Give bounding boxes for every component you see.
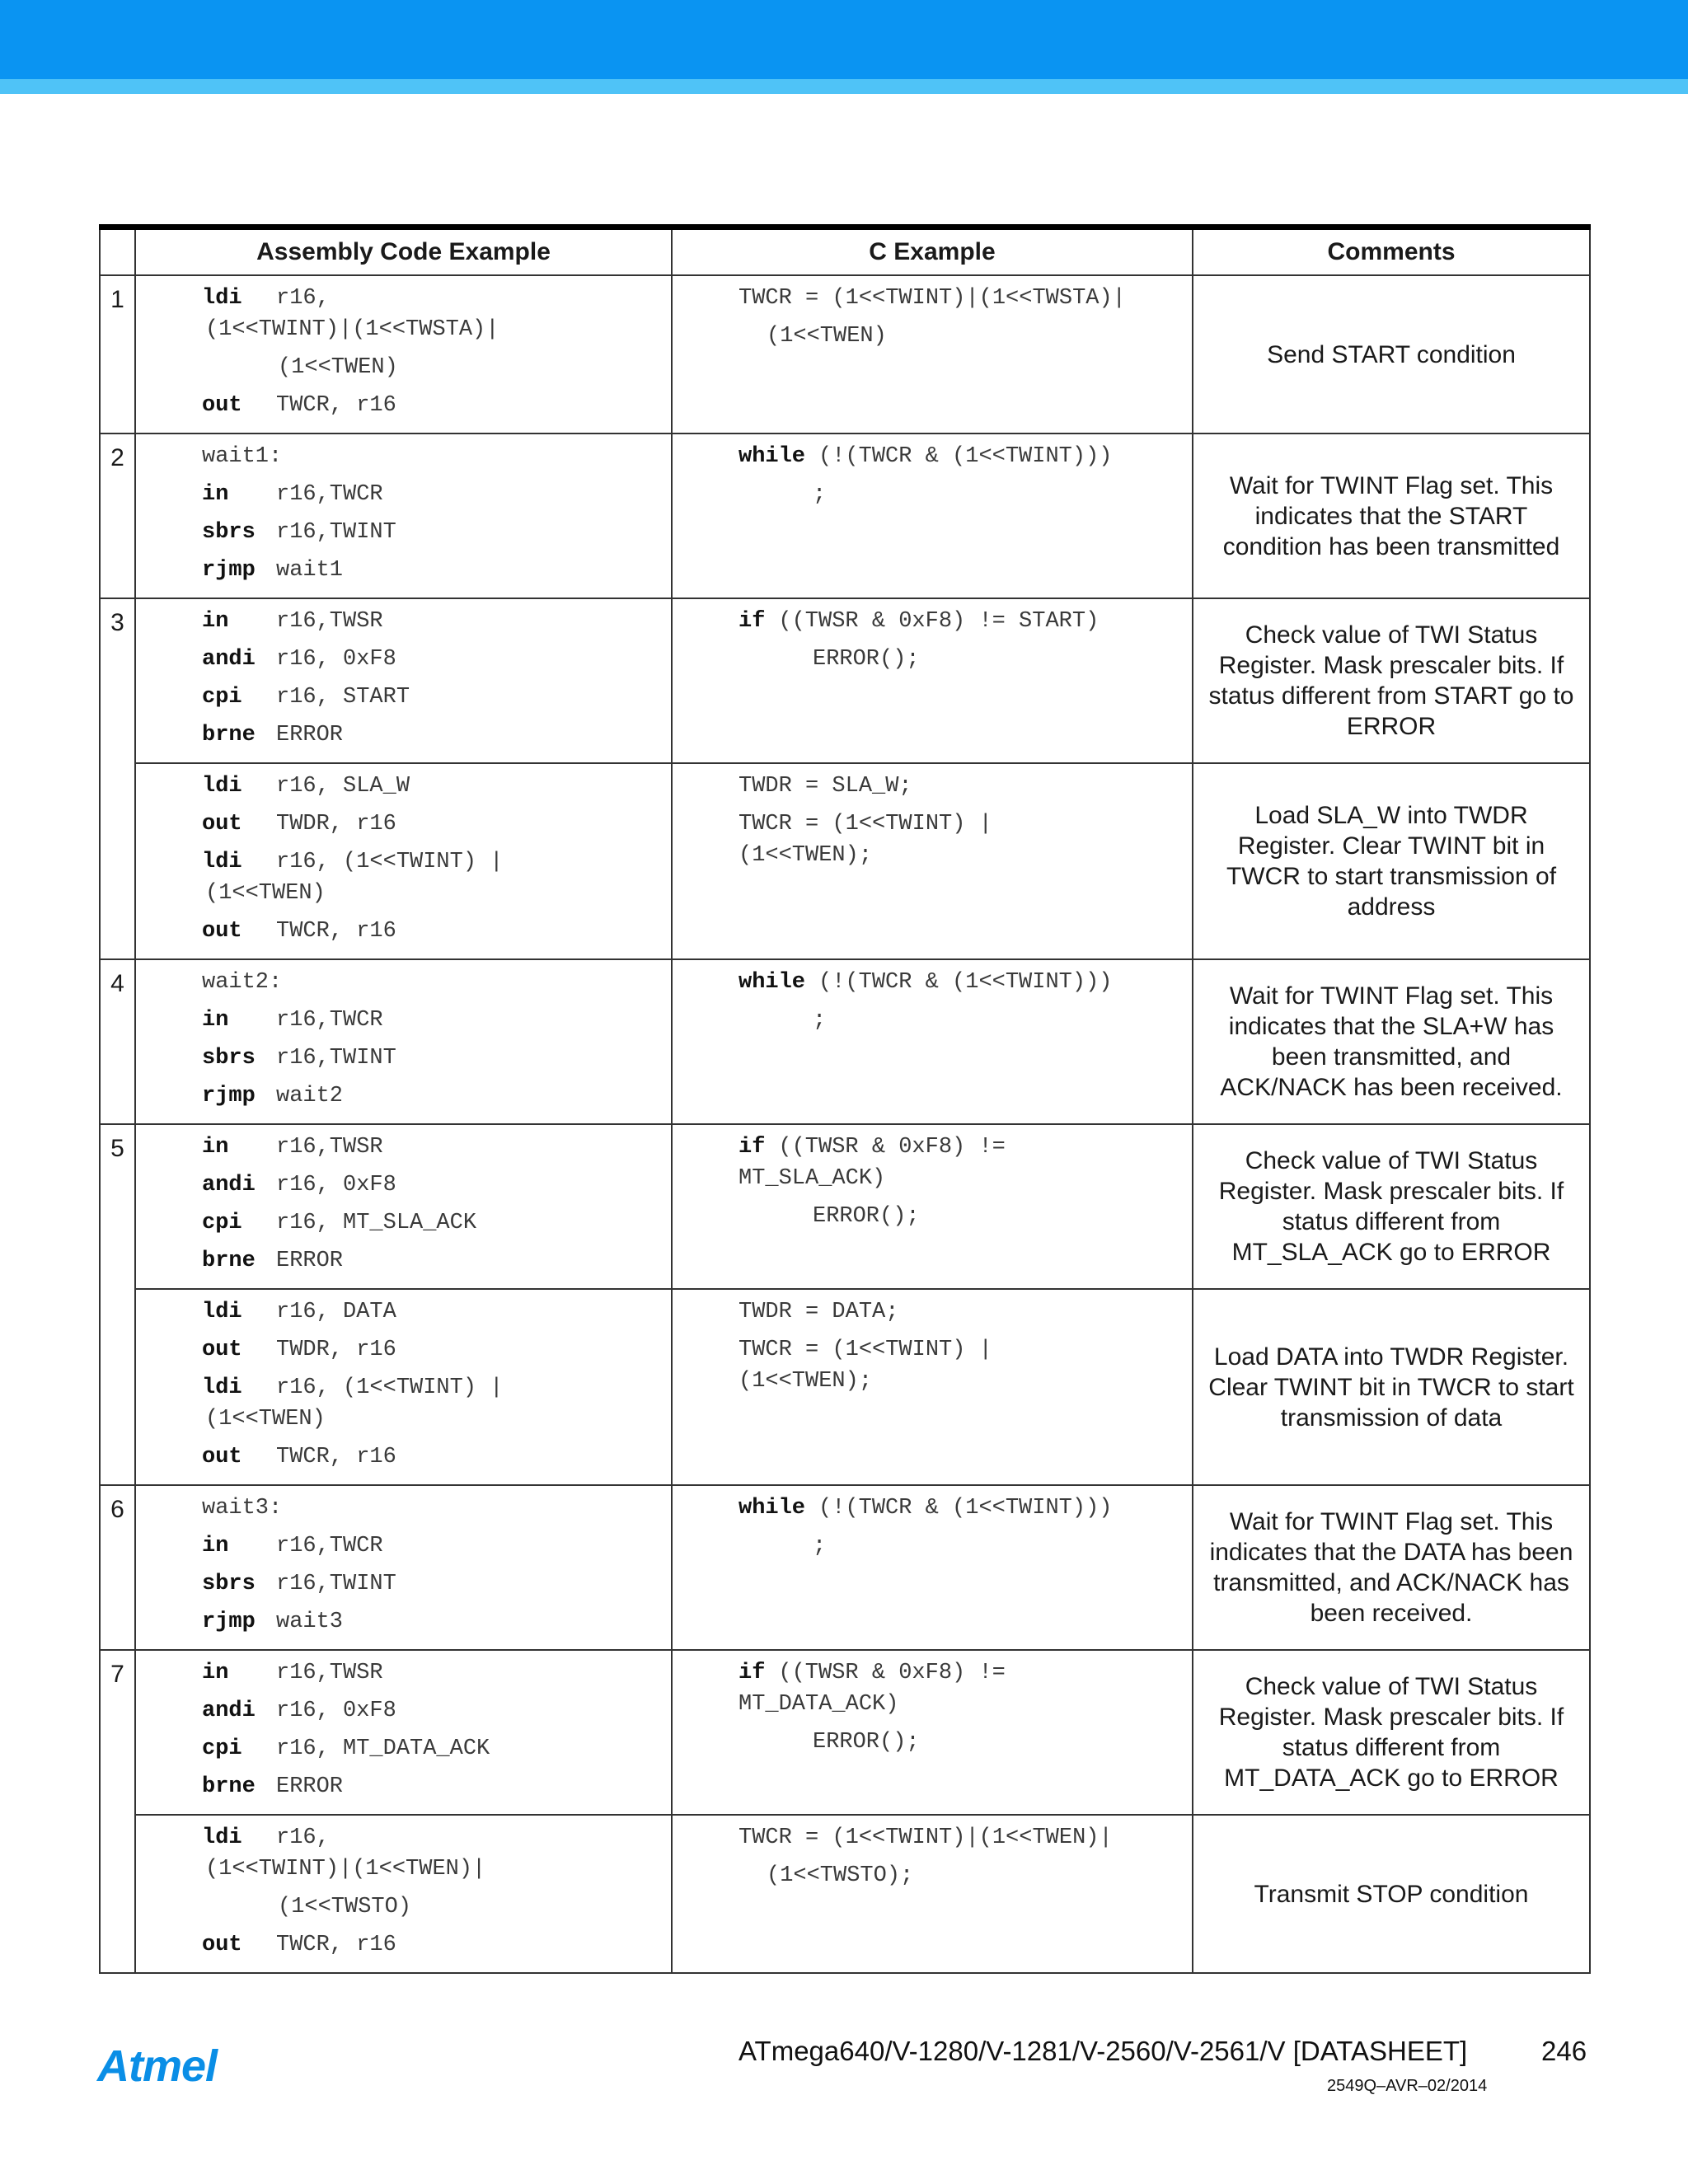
table-row <box>100 275 1590 434</box>
row-number: 5 <box>100 1124 135 1485</box>
comment-cell: Load SLA_W into TWDR Register. Clear TWINT bit in TWCR to start transmission of address <box>1193 763 1590 959</box>
table-row <box>100 1815 1590 1973</box>
comment-cell: Load DATA into TWDR Register. Clear TWINT bit in TWCR to start transmission of data <box>1193 1289 1590 1485</box>
code-keyword: rjmp <box>202 1610 256 1634</box>
code-operand: (!(TWCR & (1<<TWINT))) <box>818 1496 1113 1521</box>
code-line <box>202 1494 663 1523</box>
code-line <box>202 1608 663 1637</box>
code-line <box>202 1082 663 1111</box>
code-operand: r16, 0xF8 <box>276 1699 396 1723</box>
c-code-cell <box>672 275 1193 434</box>
code-operand: r16, (1<<TWINT) | <box>276 850 504 874</box>
code-operand: ; <box>813 1008 827 1033</box>
code-line <box>202 607 663 636</box>
code-line <box>738 1532 1184 1561</box>
code-keyword: sbrs <box>202 520 256 545</box>
code-operand: r16, 0xF8 <box>276 1173 396 1197</box>
code-keyword: while <box>738 1496 806 1521</box>
code-operand: wait1 <box>276 558 344 583</box>
c-code-cell <box>672 1650 1193 1815</box>
header-comments: Comments <box>1193 227 1590 276</box>
code-line <box>202 1532 663 1561</box>
code-keyword: in <box>202 1135 229 1160</box>
code-line <box>738 968 1184 997</box>
code-keyword: while <box>738 444 806 469</box>
code-line <box>136 1405 663 1434</box>
code-line <box>738 443 1184 471</box>
code-operand: r16,TWCR <box>276 1534 383 1558</box>
code-operand: (1<<TWINT)|(1<<TWEN)| <box>205 1857 486 1882</box>
code-keyword: in <box>202 482 229 507</box>
code-operand: ERROR(); <box>813 1204 920 1229</box>
code-keyword: ldi <box>202 1300 242 1324</box>
code-operand: (1<<TWEN) <box>278 355 398 380</box>
code-operand: r16, DATA <box>276 1300 396 1324</box>
code-operand: ((TWSR & 0xF8) != <box>778 1135 1006 1160</box>
code-line <box>202 1133 663 1162</box>
code-operand: (!(TWCR & (1<<TWINT))) <box>818 970 1113 995</box>
code-line <box>738 322 1184 351</box>
table-row <box>100 434 1590 598</box>
code-line <box>202 1735 663 1764</box>
code-operand: MT_DATA_ACK) <box>738 1692 899 1717</box>
code-line <box>202 968 663 997</box>
comment-cell: Check value of TWI Status Register. Mask prescaler bits. If status different from MT_SLA_ACK go to ERROR <box>1193 1124 1590 1289</box>
code-operand: ; <box>813 1534 827 1558</box>
table-row <box>100 763 1590 959</box>
assembly-code-cell <box>135 1650 672 1815</box>
code-line <box>202 1931 663 1960</box>
code-keyword: in <box>202 1661 229 1685</box>
code-operand: wait2 <box>276 1084 344 1108</box>
code-keyword: cpi <box>202 1211 242 1235</box>
header-num <box>100 227 135 276</box>
code-keyword: ldi <box>202 1376 242 1400</box>
code-keyword: in <box>202 1534 229 1558</box>
code-keyword: andi <box>202 1699 256 1723</box>
code-keyword: if <box>738 1135 766 1160</box>
code-line <box>738 1728 1184 1757</box>
code-keyword: out <box>202 1445 242 1469</box>
code-line <box>738 1690 1184 1719</box>
code-operand: r16,TWINT <box>276 520 396 545</box>
code-line <box>202 848 663 877</box>
code-line <box>202 772 663 801</box>
code-line <box>202 391 663 420</box>
code-line <box>202 480 663 509</box>
code-operand: r16, <box>276 1825 330 1850</box>
code-operand: TWCR, r16 <box>276 1445 396 1469</box>
row-number: 3 <box>100 598 135 959</box>
code-operand: ERROR <box>276 723 344 748</box>
code-operand: r16, START <box>276 685 410 710</box>
code-keyword: brne <box>202 723 256 748</box>
code-line <box>202 1006 663 1035</box>
code-operand: r16,TWSR <box>276 609 383 634</box>
code-line <box>202 556 663 585</box>
header-assembly: Assembly Code Example <box>135 227 672 276</box>
code-operand: r16,TWINT <box>276 1572 396 1596</box>
code-line <box>202 645 663 674</box>
code-operand: (1<<TWEN); <box>738 843 873 868</box>
code-keyword: out <box>202 919 242 944</box>
code-line <box>738 1133 1184 1162</box>
assembly-code-cell <box>135 763 672 959</box>
code-keyword: rjmp <box>202 558 256 583</box>
code-keyword: andi <box>202 1173 256 1197</box>
comment-cell: Transmit STOP condition <box>1193 1815 1590 1973</box>
code-line <box>202 1697 663 1726</box>
code-keyword: if <box>738 609 766 634</box>
code-operand: TWDR, r16 <box>276 1338 396 1362</box>
comment-cell: Wait for TWINT Flag set. This indicates that the START condition has been transmitted <box>1193 434 1590 598</box>
code-line <box>202 443 663 471</box>
code-operand: wait3 <box>276 1610 344 1634</box>
code-operand: TWCR = (1<<TWINT)|(1<<TWSTA)| <box>738 286 1126 311</box>
code-operand: TWCR, r16 <box>276 919 396 944</box>
code-operand: r16, SLA_W <box>276 774 410 799</box>
code-line <box>738 1006 1184 1035</box>
table-header-row <box>100 227 1590 276</box>
code-keyword: out <box>202 1338 242 1362</box>
code-line <box>202 1298 663 1327</box>
code-operand: (1<<TWEN) <box>205 881 326 906</box>
code-line <box>202 1443 663 1472</box>
code-operand: r16,TWSR <box>276 1135 383 1160</box>
code-keyword: out <box>202 1933 242 1957</box>
table-row <box>100 598 1590 763</box>
code-operand: (!(TWCR & (1<<TWINT))) <box>818 444 1113 469</box>
table-row <box>100 1485 1590 1650</box>
code-line <box>202 284 663 313</box>
table-row <box>100 1124 1590 1289</box>
code-operand: ERROR <box>276 1774 344 1799</box>
code-line <box>202 354 663 382</box>
code-operand: r16, (1<<TWINT) | <box>276 1376 504 1400</box>
code-line <box>738 810 1184 839</box>
comment-cell: Check value of TWI Status Register. Mask prescaler bits. If status different from START go to ERROR <box>1193 598 1590 763</box>
code-operand: TWCR, r16 <box>276 1933 396 1957</box>
code-operand: wait2: <box>202 970 283 995</box>
row-number: 1 <box>100 275 135 434</box>
c-code-cell <box>672 763 1193 959</box>
comment-cell: Send START condition <box>1193 275 1590 434</box>
code-line <box>202 1336 663 1365</box>
code-line <box>202 1247 663 1276</box>
code-keyword: sbrs <box>202 1572 256 1596</box>
code-line <box>202 1773 663 1802</box>
code-keyword: sbrs <box>202 1046 256 1071</box>
code-line <box>738 1367 1184 1396</box>
code-line <box>738 772 1184 801</box>
c-code-cell <box>672 1124 1193 1289</box>
code-keyword: out <box>202 812 242 837</box>
c-code-cell <box>672 598 1193 763</box>
code-operand: (1<<TWEN) <box>205 1407 326 1432</box>
code-operand: TWDR, r16 <box>276 812 396 837</box>
code-keyword: in <box>202 1008 229 1033</box>
footer-title: ATmega640/V-1280/V-1281/V-2560/V-2561/V [DATASHEET] <box>738 2036 1468 2066</box>
row-number: 6 <box>100 1485 135 1650</box>
code-line <box>136 316 663 344</box>
code-line <box>202 1570 663 1599</box>
code-line <box>136 879 663 908</box>
code-line <box>202 1824 663 1853</box>
code-line <box>202 1209 663 1238</box>
code-operand: TWDR = SLA_W; <box>738 774 912 799</box>
code-operand: ; <box>813 482 827 507</box>
header-c: C Example <box>672 227 1193 276</box>
code-operand: ERROR(); <box>813 1730 920 1755</box>
code-keyword: ldi <box>202 850 242 874</box>
header-band <box>0 0 1688 79</box>
code-operand: (1<<TWSTO); <box>767 1863 914 1888</box>
code-line <box>738 1659 1184 1688</box>
code-line <box>738 1494 1184 1523</box>
c-code-cell <box>672 1289 1193 1485</box>
table-row <box>100 1289 1590 1485</box>
code-keyword: while <box>738 970 806 995</box>
code-keyword: ldi <box>202 286 242 311</box>
code-operand: MT_SLA_ACK) <box>738 1166 886 1191</box>
assembly-code-cell <box>135 434 672 598</box>
c-code-cell <box>672 1485 1193 1650</box>
code-keyword: brne <box>202 1249 256 1273</box>
code-operand: (1<<TWEN); <box>738 1369 873 1394</box>
code-line <box>136 1855 663 1884</box>
code-line <box>738 645 1184 674</box>
code-line <box>738 841 1184 870</box>
assembly-code-cell <box>135 1815 672 1973</box>
comment-cell: Wait for TWINT Flag set. This indicates that the SLA+W has been transmitted, and ACK/NACK has been received. <box>1193 959 1590 1124</box>
assembly-code-cell <box>135 598 672 763</box>
code-operand: r16,TWSR <box>276 1661 383 1685</box>
assembly-code-cell <box>135 1124 672 1289</box>
code-keyword: ldi <box>202 774 242 799</box>
code-operand: TWCR = (1<<TWINT) | <box>738 1338 992 1362</box>
code-operand: r16,TWINT <box>276 1046 396 1071</box>
code-keyword: out <box>202 393 242 418</box>
atmel-logo: Atmel <box>97 2041 218 2091</box>
code-operand: ERROR(); <box>813 647 920 672</box>
code-operand: ERROR <box>276 1249 344 1273</box>
document-code: 2549Q–AVR–02/2014 <box>1327 2077 1488 2095</box>
table-row <box>100 959 1590 1124</box>
code-operand: r16,TWCR <box>276 1008 383 1033</box>
code-keyword: in <box>202 609 229 634</box>
code-operand: wait3: <box>202 1496 283 1521</box>
code-line <box>738 1336 1184 1365</box>
code-keyword: cpi <box>202 685 242 710</box>
row-number: 7 <box>100 1650 135 1973</box>
table-row <box>100 1650 1590 1815</box>
code-keyword: if <box>738 1661 766 1685</box>
row-number: 4 <box>100 959 135 1124</box>
code-operand: r16, MT_SLA_ACK <box>276 1211 477 1235</box>
code-operand: r16,TWCR <box>276 482 383 507</box>
assembly-code-cell <box>135 1289 672 1485</box>
code-operand: (1<<TWINT)|(1<<TWSTA)| <box>205 317 499 342</box>
code-operand: (1<<TWSTO) <box>278 1895 412 1919</box>
assembly-code-cell <box>135 275 672 434</box>
comment-cell: Check value of TWI Status Register. Mask prescaler bits. If status different from MT_DATA_ACK go to ERROR <box>1193 1650 1590 1815</box>
code-operand: r16, MT_DATA_ACK <box>276 1736 490 1761</box>
code-operand: ((TWSR & 0xF8) != START) <box>778 609 1100 634</box>
c-code-cell <box>672 434 1193 598</box>
code-operand: r16, 0xF8 <box>276 647 396 672</box>
code-keyword: rjmp <box>202 1084 256 1108</box>
code-line <box>202 1893 663 1922</box>
code-line <box>738 1824 1184 1853</box>
code-line <box>202 1171 663 1200</box>
code-operand: TWCR, r16 <box>276 393 396 418</box>
code-line <box>202 1044 663 1073</box>
header-band-accent <box>0 79 1688 94</box>
code-operand: r16, <box>276 286 330 311</box>
code-operand: TWCR = (1<<TWINT)|(1<<TWEN)| <box>738 1825 1113 1850</box>
code-line <box>202 518 663 547</box>
code-keyword: cpi <box>202 1736 242 1761</box>
code-keyword: ldi <box>202 1825 242 1850</box>
code-line <box>202 917 663 946</box>
c-code-cell <box>672 1815 1193 1973</box>
code-line <box>738 480 1184 509</box>
code-line <box>202 810 663 839</box>
code-keyword: brne <box>202 1774 256 1799</box>
page-number: 246 <box>1541 2036 1587 2066</box>
code-line <box>738 1202 1184 1231</box>
code-example-table <box>99 224 1591 1974</box>
code-line <box>738 1862 1184 1891</box>
comment-cell: Wait for TWINT Flag set. This indicates that the DATA has been transmitted, and ACK/NACK has been received. <box>1193 1485 1590 1650</box>
table-body <box>100 275 1590 1973</box>
code-line <box>738 1298 1184 1327</box>
assembly-code-cell <box>135 959 672 1124</box>
code-operand: TWDR = DATA; <box>738 1300 899 1324</box>
code-line <box>202 1659 663 1688</box>
code-line <box>738 607 1184 636</box>
code-line <box>202 683 663 712</box>
code-operand: ((TWSR & 0xF8) != <box>778 1661 1006 1685</box>
code-line <box>738 1165 1184 1193</box>
assembly-code-cell <box>135 1485 672 1650</box>
c-code-cell <box>672 959 1193 1124</box>
code-line <box>202 1374 663 1403</box>
code-keyword: andi <box>202 647 256 672</box>
row-number: 2 <box>100 434 135 598</box>
code-line <box>202 721 663 750</box>
code-line <box>738 284 1184 313</box>
code-operand: (1<<TWEN) <box>767 324 887 349</box>
code-operand: TWCR = (1<<TWINT) | <box>738 812 992 837</box>
code-operand: wait1: <box>202 444 283 469</box>
